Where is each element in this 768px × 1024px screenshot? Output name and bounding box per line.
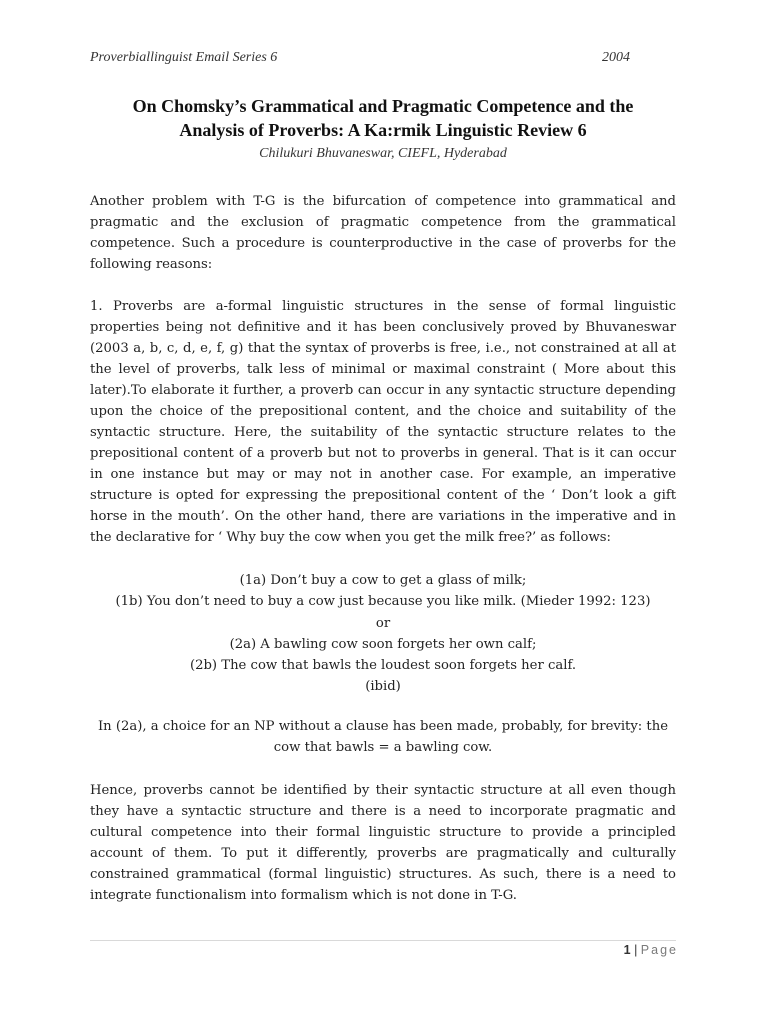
page-label: Page xyxy=(640,943,678,957)
page-number: 1 xyxy=(623,943,631,957)
title-line-2: Analysis of Proverbs: A Ka:rmik Linguistic Review 6 xyxy=(179,120,587,140)
series-title: Proverbiallinguist Email Series 6 xyxy=(90,50,278,65)
title-line-1: On Chomsky’s Grammatical and Pragmatic Competence and the xyxy=(132,96,634,116)
header-year: 2004 xyxy=(602,50,630,65)
conclusion-paragraph: Hence, proverbs cannot be identified by their syntactic structure at all even though they have a syntactic structure and there is a need to incorporate pragmatic and cultural competence into their formal linguistic structure to provide a principled account of them. To put it differently, proverbs are pragmatically and culturally constrained grammatical (formal linguistic) structures. As such, there is a need to integrate functionalism into formalism which is not done in T-G. xyxy=(90,783,676,903)
footer-divider xyxy=(90,940,676,941)
example-2b: (2b) The cow that bawls the loudest soon forgets her calf. xyxy=(189,658,577,674)
comment-paragraph: In (2a), a choice for an NP without a clause has been made, probably, for brevity: the cow that bawls = a bawling cow. xyxy=(97,719,669,755)
example-citation: (ibid) xyxy=(365,679,401,695)
example-1b: (1b) You don’t need to buy a cow just because you like milk. (Mieder 1992: 123) xyxy=(115,594,651,610)
author-line: Chilukuri Bhuvaneswar, CIEFL, Hyderabad xyxy=(259,146,507,161)
example-2a: (2a) A bawling cow soon forgets her own calf; xyxy=(229,636,537,652)
document-title xyxy=(90,94,676,142)
intro-paragraph: Another problem with T-G is the bifurcation of competence into grammatical and pragmatic and the exclusion of pragmatic competence from the grammatical competence. Such a procedure is counterproductive in the case of proverbs for the following reasons: xyxy=(90,194,676,272)
point-1-paragraph: 1. Proverbs are a-formal linguistic structures in the sense of formal linguistic properties being not definitive and it has been conclusively proved by Bhuvaneswar (2003 a, b, c, d, e, f, g) that the syntax of proverbs is free, i.e., not constrained at all at the level of proverbs, talk less of minimal or maximal constraint ( More about this later).To elaborate it further, a proverb can occur in any syntactic structure depending upon the choice of the prepositional content, and the choice and suitability of the syntactic structure. Here, the suitability of the syntactic structure relates to the prepositional content of a proverb but not to proverbs in general. That is it can occur in one instance but may or may not in another case. For example, an imperative structure is opted for expressing the prepositional content of the ‘ Don’t look a gift horse in the mouth’. On the other hand, there are variations in the imperative and in the declarative for ‘ Why buy the cow when you get the milk free?’ as follows: xyxy=(90,299,676,545)
examples-block xyxy=(90,570,676,698)
footer-separator: | xyxy=(634,943,638,957)
example-1a: (1a) Don’t buy a cow to get a glass of milk; xyxy=(239,573,527,588)
page-footer xyxy=(624,943,678,957)
running-header xyxy=(90,50,630,66)
example-or: or xyxy=(375,615,391,631)
